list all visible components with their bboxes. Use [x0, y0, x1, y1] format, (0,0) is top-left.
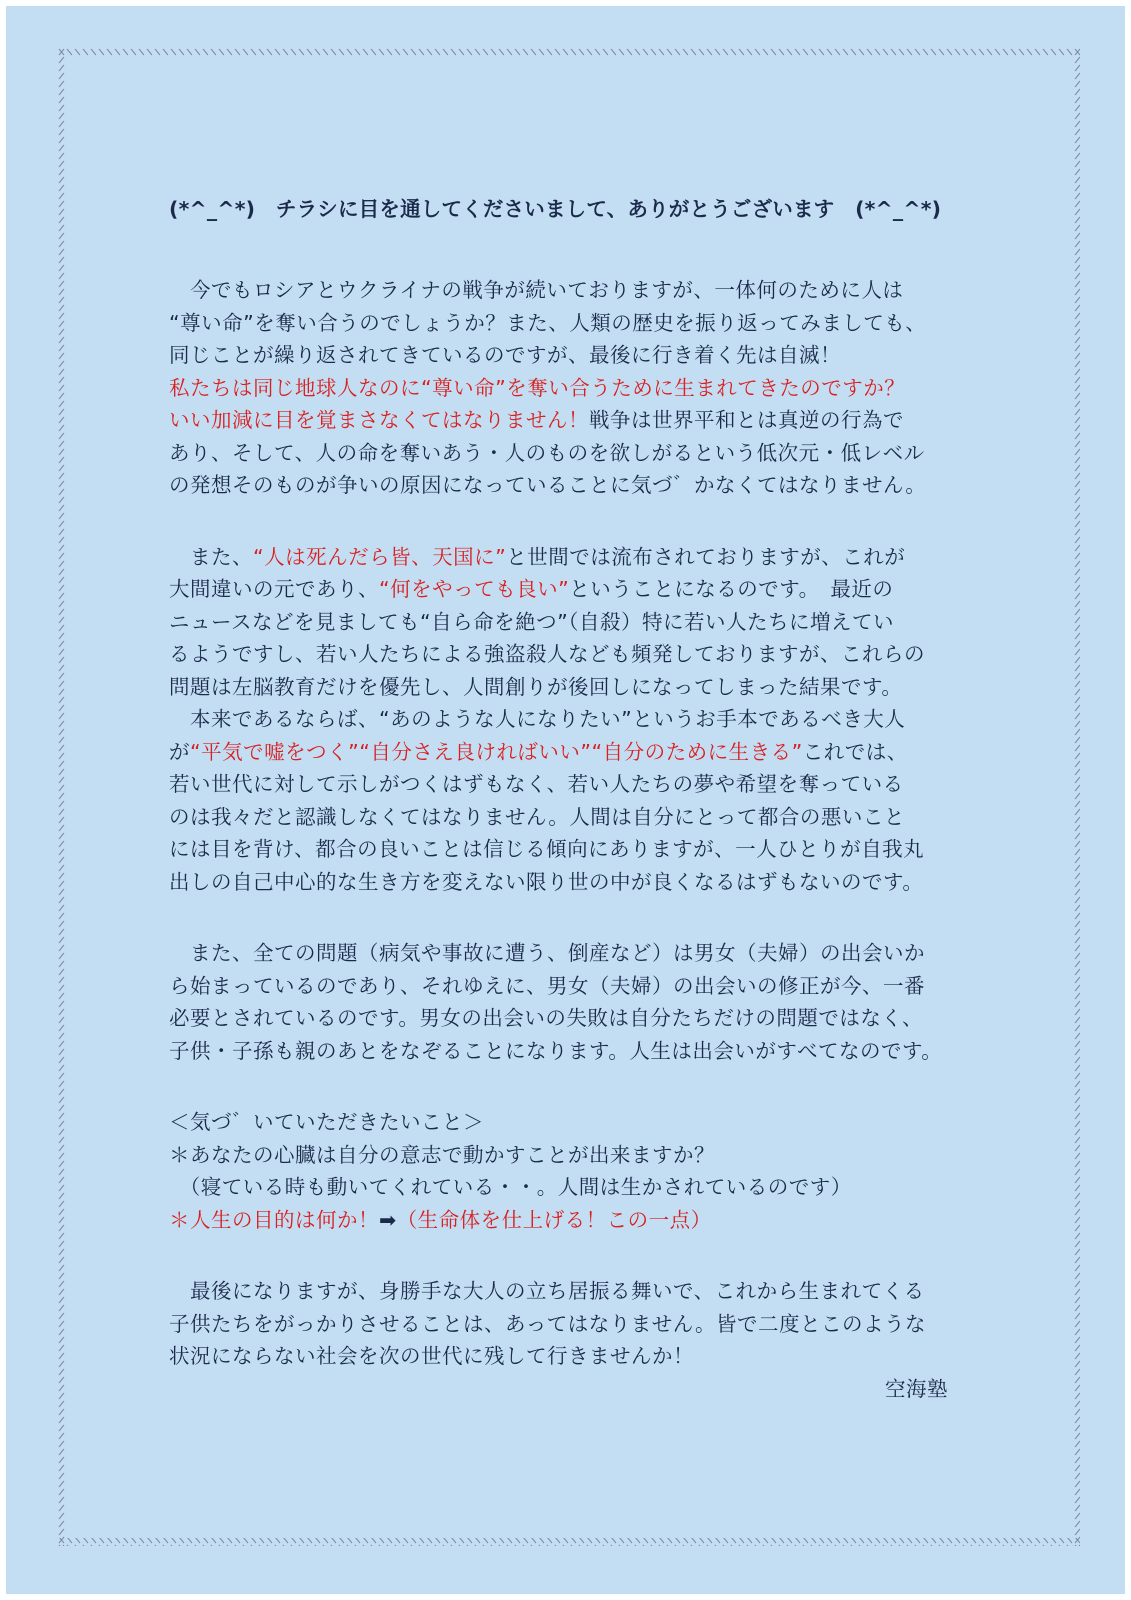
- body-text: あり、そして、人の命を奪いあう・人のものを欲しがるという低次元・低レベル: [169, 440, 925, 465]
- text-line: [169, 307, 984, 340]
- text-line: [169, 736, 984, 769]
- text-line: [169, 1204, 984, 1237]
- text-line: [169, 866, 984, 899]
- highlighted-text: 私たちは同じ地球人なのに“尊い命”を奪い合うために生まれてきたのですか？: [169, 375, 906, 400]
- paragraph-1: [169, 274, 984, 502]
- body-text: 状況にならない社会を次の世代に残して行きませんか！: [169, 1344, 694, 1368]
- paragraph-4: [169, 1275, 984, 1373]
- text-line: [169, 469, 984, 502]
- text-line: [169, 1106, 984, 1139]
- body-text: 同じことが繰り返されてきているのですが、最後に行き着く先は自滅！: [169, 343, 841, 367]
- text-line: [169, 1035, 984, 1068]
- body-text: 若い世代に対して示しがつくはずもなく、若い人たちの夢や希望を奪っている: [169, 772, 904, 796]
- text-line: [169, 1275, 984, 1308]
- text-line: [169, 1171, 984, 1204]
- body-text: これでは、: [802, 739, 908, 764]
- body-text: ＜気づ゛いていただきたいこと＞: [169, 1110, 484, 1134]
- text-line: [169, 339, 984, 372]
- text-line: [169, 833, 984, 866]
- flyer-content: [169, 192, 984, 1405]
- body-text: には目を背け、都合の良いことは信じる傾向にありますが、一人ひとりが自我丸: [169, 837, 925, 861]
- body-text: ニュースなどを見ましても“自ら命を絶つ”（自殺）特に若い人たちに増えてい: [169, 609, 894, 634]
- text-line: [169, 1308, 984, 1341]
- body-text: 問題は左脳教育だけを優先し、人間創りが後回しになってしまった結果です。: [169, 674, 903, 699]
- text-line: [169, 372, 984, 405]
- flyer-sheet: [6, 6, 1125, 1594]
- body-text: “尊い命”を奪い合うのでしょうか？また、人類の歴史を振り返ってみましても、: [169, 310, 927, 335]
- text-line: [169, 970, 984, 1003]
- text-line: [169, 573, 984, 606]
- highlighted-text: “平気で嘘をつく”“自分さえ良ければいい”“自分のために生きる”: [190, 739, 803, 764]
- text-line: [169, 1139, 984, 1172]
- text-line: [169, 541, 984, 574]
- body-text: 子供・子孫も親のあとをなぞることになります。人生は出会いがすべてなのです。: [169, 1038, 943, 1063]
- body-text: また、: [169, 544, 253, 569]
- body-text: （寝ている時も動いてくれている・・。人間は生かされているのです）: [169, 1175, 852, 1199]
- highlighted-text: “何をやっても良い”: [379, 577, 570, 601]
- paragraph-2: [169, 541, 984, 899]
- body-text: 必要とされているのです。男女の出会いの失敗は自分たちだけの問題ではなく、: [169, 1006, 923, 1030]
- body-text: ということになるのです。 最近の: [569, 577, 894, 601]
- body-text: ら始まっているのであり、それゆえに、男女（夫婦）の出会いの修正が今、一番: [169, 973, 925, 998]
- body-text: 大間違いの元であり、: [169, 577, 379, 601]
- body-text: ＊あなたの心臓は自分の意志で動かすことが出来ますか？: [169, 1142, 715, 1167]
- text-line: [169, 437, 984, 470]
- highlighted-text: （生命体を仕上げる！この一点）: [396, 1207, 712, 1232]
- body-text: 子供たちをがっかりさせることは、あってはなりません。皆で二度とこのような: [169, 1311, 927, 1336]
- highlighted-text: ＊人生の目的は何か！: [169, 1207, 379, 1232]
- body-text: と世間では流布されておりますが、これが: [506, 544, 906, 569]
- highlighted-text: いい加減に目を覚まさなくてはなりません！: [169, 408, 589, 432]
- signature: 空海塾: [885, 1376, 948, 1401]
- text-line: [169, 638, 984, 671]
- body-text: の発想そのものが争いの原因になっていることに気づ゛かなくてはなりません。: [169, 473, 927, 497]
- body-text: 出しの自己中心的な生き方を変えない限り世の中が良くなるはずもないのです。: [169, 869, 924, 894]
- text-line: [169, 1340, 984, 1373]
- body-text: るようですし、若い人たちによる強盗殺人なども頻発しておりますが、これらの: [169, 642, 925, 666]
- text-line: [169, 1002, 984, 1035]
- body-text: 今でもロシアとウクライナの戦争が続いておりますが、一体何のために人は: [169, 278, 904, 302]
- text-line: [169, 801, 984, 834]
- body-text: 戦争は世界平和とは真逆の行為で: [589, 408, 904, 432]
- body-text: ➡: [379, 1207, 397, 1232]
- text-line: [169, 606, 984, 639]
- text-line: [169, 703, 984, 736]
- notice-section: [169, 1106, 984, 1236]
- text-line: [169, 274, 984, 307]
- body-text: のは我々だと認識しなくてはなりません。人間は自分にとって都合の悪いこと: [169, 804, 905, 829]
- text-line: [169, 671, 984, 704]
- paragraph-3: [169, 937, 984, 1067]
- text-line: [169, 404, 984, 437]
- text-line: [169, 768, 984, 801]
- body-text: また、全ての問題（病気や事故に遭う、倒産など）は男女（夫婦）の出会いか: [169, 941, 925, 965]
- body-text: 本来であるならば、“あのような人になりたい”というお手本であるべき大人: [169, 707, 906, 731]
- highlighted-text: “人は死んだら皆、天国に”: [253, 544, 507, 569]
- body-text: が: [169, 739, 190, 764]
- flyer-heading: (*^_^*) チラシに目を通してくださいまして、ありがとうございます (*^_^*): [169, 197, 942, 221]
- body-text: 最後になりますが、身勝手な大人の立ち居振る舞いで、これから生まれてくる: [169, 1279, 925, 1303]
- text-line: [169, 937, 984, 970]
